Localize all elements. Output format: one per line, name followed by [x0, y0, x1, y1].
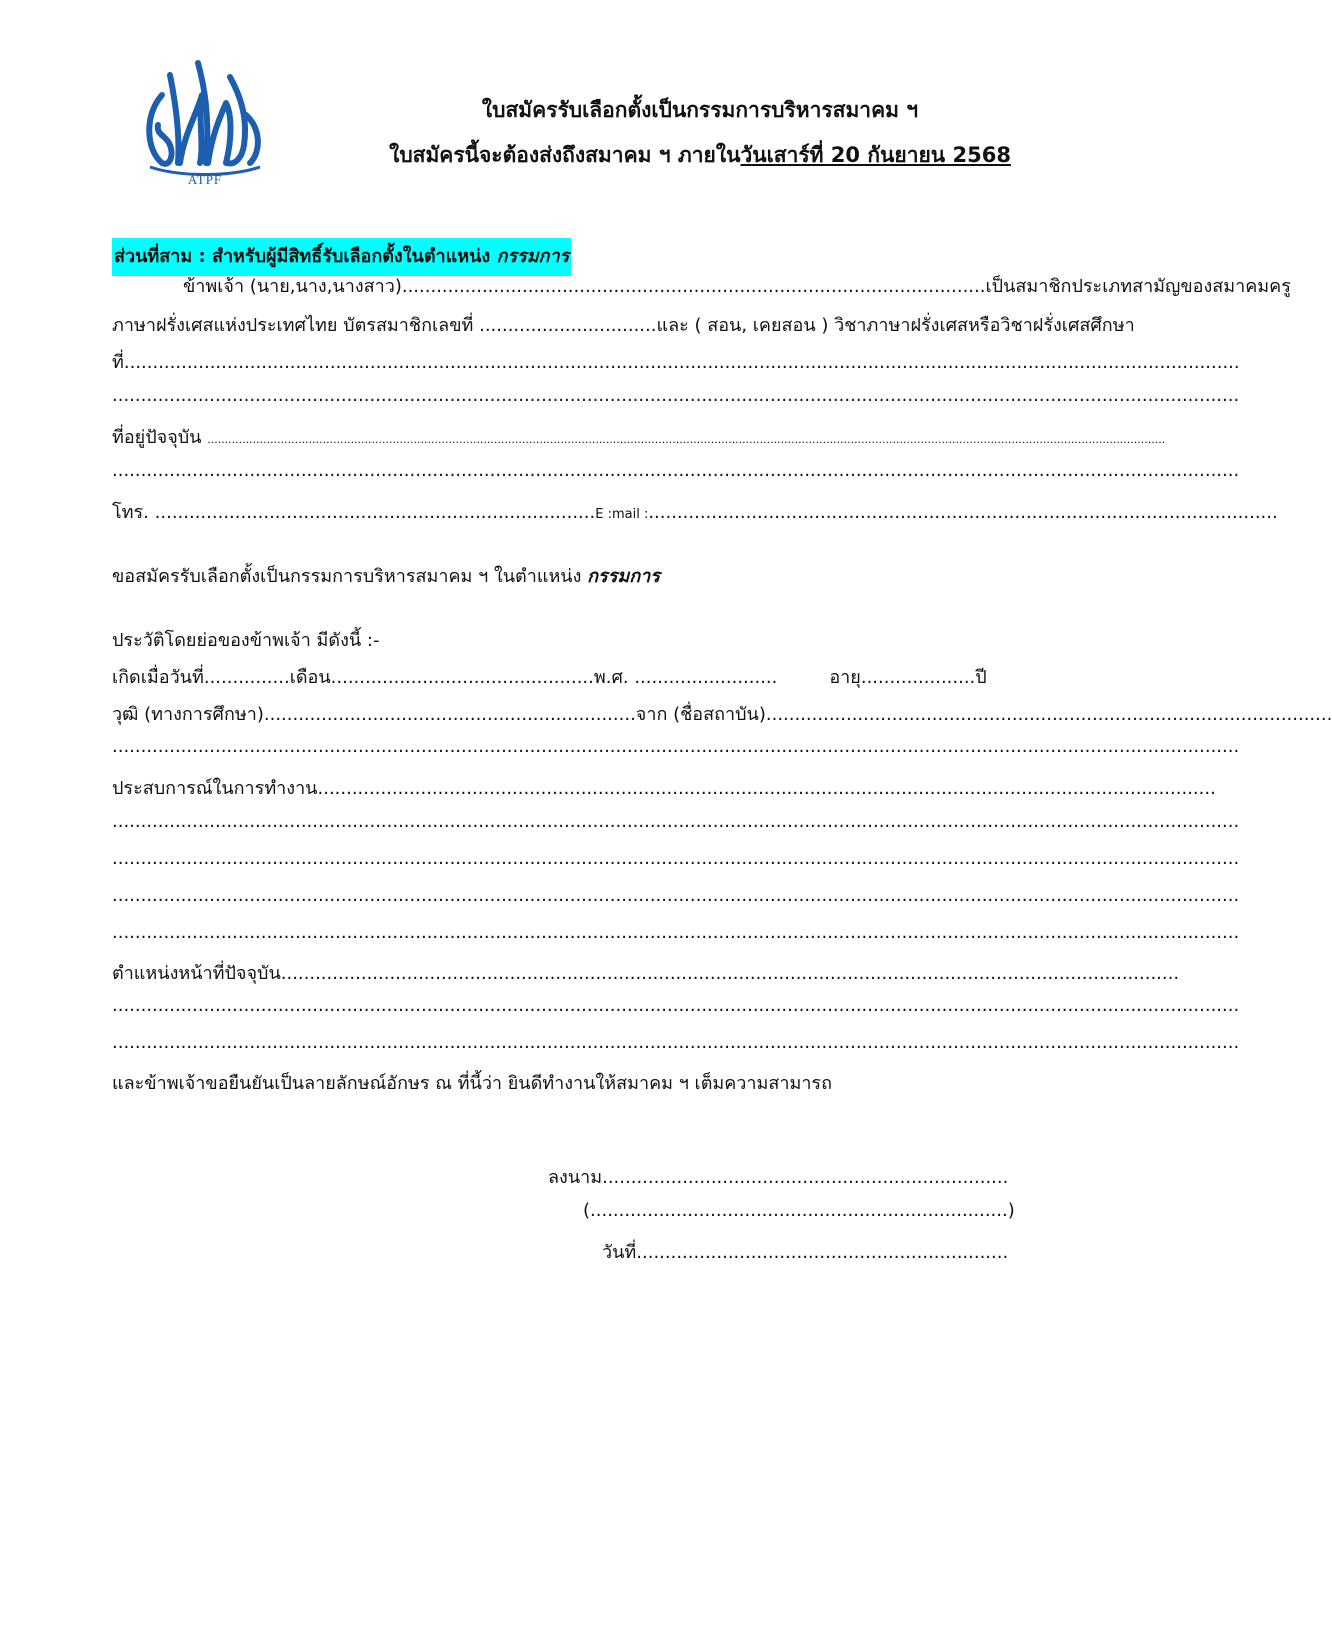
experience-line-3[interactable] [112, 848, 1240, 869]
form-title: ใบสมัครรับเลือกตั้งเป็นกรรมการบริหารสมาคม ฯ [481, 98, 919, 122]
year-field[interactable]: ......................... [634, 667, 778, 688]
experience-line [112, 773, 1216, 802]
address-field-cont[interactable]: ..................................................................................................................................................................................................... [112, 460, 1240, 481]
member-type-text: เป็นสมาชิกประเภทสามัญของสมาคมครู [985, 276, 1291, 297]
experience-field-5[interactable]: ..................................................................................................................................................................................................... [112, 922, 1240, 943]
degree-label: วุฒิ (ทางการศึกษา) [112, 704, 264, 725]
email-label: E :mail : [595, 507, 649, 522]
institution-label: จาก (ชื่อสถาบัน) [635, 704, 766, 725]
address-label: ที่อยู่ปัจจุบัน [112, 427, 208, 448]
current-position-label: ตำแหน่งหน้าที่ปัจจุบัน [112, 963, 281, 984]
signature-field[interactable]: ....................................................................... [602, 1167, 1009, 1188]
open-paren: ( [583, 1200, 591, 1221]
deadline-date: วันเสาร์ที่ 20 กันยายน 2568 [740, 143, 1011, 167]
experience-label: ประสบการณ์ในการทำงาน [112, 778, 318, 799]
atpf-logo [140, 55, 270, 187]
school-label: ที่ [112, 352, 124, 373]
age-label: อายุ [829, 667, 861, 688]
month-field[interactable]: .............................................. [330, 667, 594, 688]
born-label: เกิดเมื่อวันที่ [112, 667, 204, 688]
age-field[interactable]: .................... [860, 667, 976, 688]
member-no-label: ภาษาฝรั่งเศสแห่งประเทศไทย บัตรสมาชิกเลขที่ [112, 315, 480, 336]
experience-line-5[interactable] [112, 922, 1240, 943]
current-position-field-3[interactable]: ..................................................................................................................................................................................................... [112, 1032, 1240, 1053]
name-field[interactable]: ...................................................................................................... [401, 276, 986, 297]
svg-text:ATPF: ATPF [187, 172, 223, 187]
apply-position: กรรมการ [587, 566, 660, 587]
institution-field[interactable]: ................................................................................................... [765, 704, 1332, 725]
current-position-line [112, 958, 1180, 987]
experience-line-2[interactable] [112, 811, 1240, 832]
current-position-line-2[interactable] [112, 995, 1240, 1016]
experience-field-4[interactable]: ..................................................................................................................................................................................................... [112, 885, 1240, 906]
birth-line [112, 662, 987, 691]
section-label: ส่วนที่สาม : สำหรับผู้มีสิทธิ์รับเลือกตั้งในตำแหน่ง [114, 246, 497, 267]
degree-line-cont[interactable] [112, 736, 1240, 757]
apply-line [112, 561, 660, 590]
atpf-logo-icon [140, 55, 270, 187]
born-day-field[interactable]: ............... [203, 667, 290, 688]
sign-label: ลงนาม [548, 1167, 603, 1188]
degree-line [112, 699, 1332, 728]
current-position-field[interactable]: ............................................................................................................................................................. [280, 963, 1180, 984]
section-position: กรรมการ [496, 246, 570, 267]
year-label: พ.ศ. [593, 667, 635, 688]
phone-field[interactable]: ............................................................................. [154, 502, 596, 523]
contact-line [112, 497, 1278, 526]
close-paren: ) [1007, 1200, 1015, 1221]
degree-field-cont[interactable]: ..................................................................................................................................................................................................... [112, 736, 1240, 757]
experience-field-3[interactable]: ..................................................................................................................................................................................................... [112, 848, 1240, 869]
current-position-field-2[interactable]: ..................................................................................................................................................................................................... [112, 995, 1240, 1016]
degree-field[interactable]: ................................................................. [263, 704, 636, 725]
address-field[interactable]: .................................................................................................................................................................................................................................................................................. [207, 433, 1166, 446]
school-field[interactable]: ................................................................................................................................................................................................... [123, 352, 1240, 373]
address-line-1 [112, 422, 1166, 451]
signature-line [548, 1162, 1008, 1191]
experience-field[interactable]: ............................................................................................................................................................. [317, 778, 1216, 799]
applicant-line-2 [112, 310, 1135, 339]
teaching-text: และ ( สอน, เคยสอน ) วิชาภาษาฝรั่งเศสหรือวิชาฝรั่งเศสศึกษา [656, 315, 1135, 336]
signature-date-field[interactable]: ................................................................. [636, 1242, 1009, 1263]
confirm-text: และข้าพเจ้าขอยืนยันเป็นลายลักษณ์อักษร ณ ที่นี้ว่า ยินดีทำงานให้สมาคม ฯ เต็มความสามารถ [112, 1073, 832, 1094]
address-line-2[interactable] [112, 460, 1240, 481]
date-label: วันที่ [602, 1242, 637, 1263]
age-unit: ปี [975, 667, 987, 688]
printed-name-field[interactable]: ......................................................................... [590, 1200, 1008, 1221]
school-line-1 [112, 347, 1240, 376]
experience-field-2[interactable]: ..................................................................................................................................................................................................... [112, 811, 1240, 832]
school-field-cont[interactable]: ..................................................................................................................................................................................................... [112, 385, 1240, 406]
current-position-line-3[interactable] [112, 1032, 1240, 1053]
applicant-line-1 [183, 271, 1291, 300]
bio-heading: ประวัติโดยย่อของข้าพเจ้า มีดังนี้ :- [112, 630, 380, 651]
phone-label: โทร. [112, 502, 155, 523]
signature-date-line [602, 1237, 1008, 1266]
name-label: ข้าพเจ้า (นาย,นาง,นางสาว) [183, 276, 402, 297]
deadline-line [270, 139, 1130, 172]
printed-name-line [583, 1200, 1015, 1221]
school-line-2[interactable] [112, 385, 1240, 406]
apply-text: ขอสมัครรับเลือกตั้งเป็นกรรมการบริหารสมาคม ฯ ในตำแหน่ง [112, 566, 588, 587]
member-no-field[interactable]: ............................... [479, 315, 657, 336]
experience-line-4[interactable] [112, 885, 1240, 906]
deadline-prefix: ใบสมัครนี้จะต้องส่งถึงสมาคม ฯ ภายใน [389, 143, 741, 167]
email-field[interactable]: .............................................................................................................. [648, 502, 1278, 523]
month-label: เดือน [289, 667, 331, 688]
